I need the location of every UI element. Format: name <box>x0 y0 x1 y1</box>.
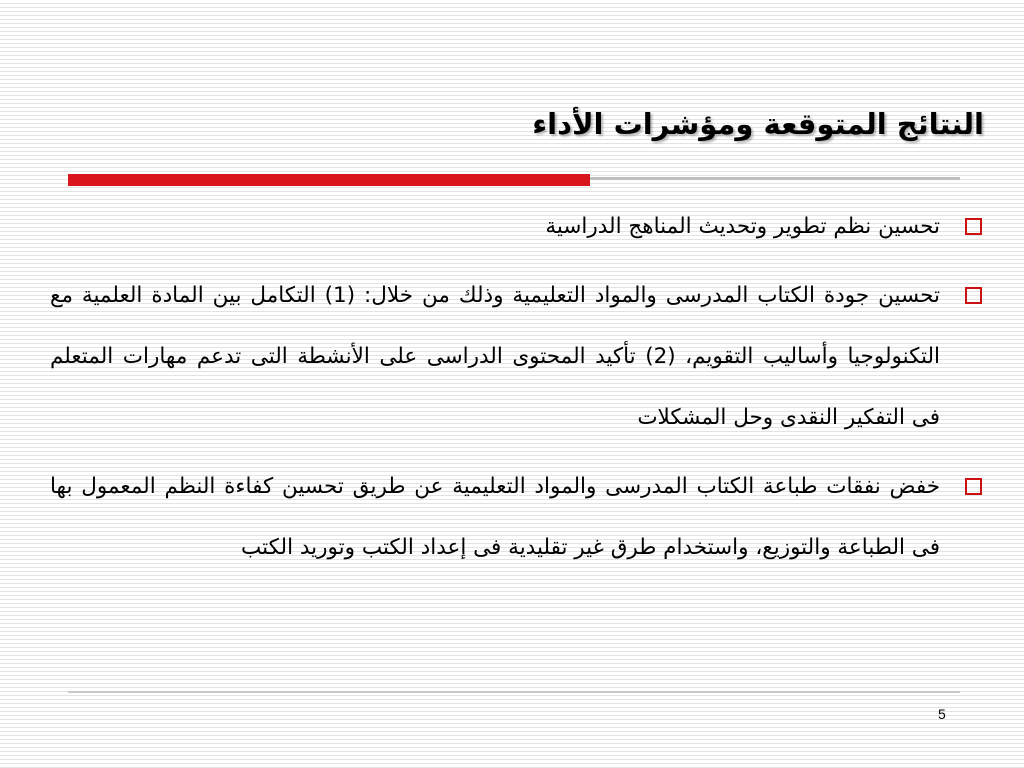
title-underline-accent <box>68 174 590 186</box>
bullet-text: تحسين نظم تطوير وتحديث المناهج الدراسية <box>545 214 940 239</box>
bullet-item <box>50 265 992 448</box>
page-number: 5 <box>938 706 946 722</box>
bullet-item <box>50 456 992 578</box>
slide-title: النتائج المتوقعة ومؤشرات الأداء <box>532 107 984 142</box>
hollow-square-icon <box>965 287 982 304</box>
title-underline-divider <box>590 177 960 180</box>
bullet-text: تحسين جودة الكتاب المدرسى والمواد التعليمية وذلك من خلال: (1) التكامل بين المادة العلمية مع التكنولوجيا وأساليب التقويم، (2) تأكيد المحتوى الدراسى على الأنشطة التى تدعم مهارات المتعلم فى التفكير النقدى وحل المشكلات <box>50 283 940 430</box>
bullet-list <box>50 196 992 586</box>
bullet-text: خفض نفقات طباعة الكتاب المدرسى والمواد التعليمية عن طريق تحسين كفاءة النظم المعمول بها فى الطباعة والتوزيع، واستخدام طرق غير تقليدية فى إعداد الكتب وتوريد الكتب <box>50 474 940 560</box>
bullet-item <box>50 196 992 257</box>
hollow-square-icon <box>965 478 982 495</box>
hollow-square-icon <box>965 218 982 235</box>
footer-divider <box>68 691 960 693</box>
